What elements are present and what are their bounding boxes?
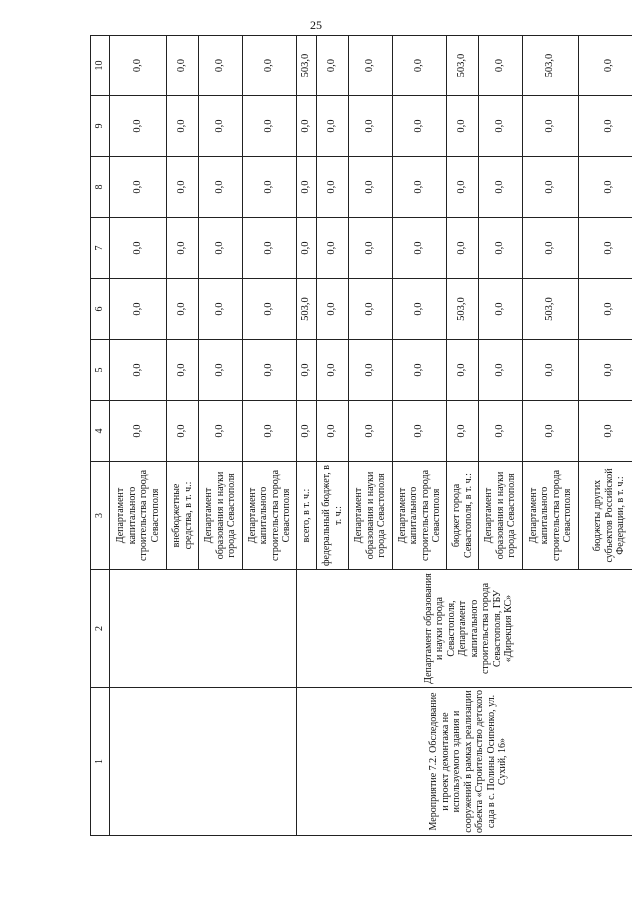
value-cell: 0,0 bbox=[317, 36, 349, 96]
value-cell: 0,0 bbox=[110, 96, 167, 157]
value-cell: 0,0 bbox=[479, 157, 523, 218]
value-cell: 0,0 bbox=[479, 218, 523, 279]
source-cell: Департамент образования и науки города Севастополя bbox=[199, 462, 243, 570]
value-cell: 0,0 bbox=[110, 218, 167, 279]
value-cell: 0,0 bbox=[579, 96, 632, 157]
value-cell: 503,0 bbox=[447, 279, 479, 340]
value-cell: 0,0 bbox=[297, 96, 317, 157]
value-cell: 0,0 bbox=[243, 401, 297, 462]
value-cell: 0,0 bbox=[317, 218, 349, 279]
header-cell: 5 bbox=[91, 340, 110, 401]
value-cell: 0,0 bbox=[579, 279, 632, 340]
value-cell: 0,0 bbox=[349, 36, 393, 96]
value-cell: 0,0 bbox=[199, 36, 243, 96]
header-cell: 3 bbox=[91, 462, 110, 570]
source-cell: бюджет города Севастополя, в т. ч.: bbox=[447, 462, 479, 570]
value-cell: 503,0 bbox=[447, 36, 479, 96]
value-cell: 0,0 bbox=[579, 340, 632, 401]
value-cell: 0,0 bbox=[317, 279, 349, 340]
value-cell: 0,0 bbox=[297, 218, 317, 279]
value-cell: 0,0 bbox=[479, 36, 523, 96]
value-cell: 0,0 bbox=[523, 96, 579, 157]
source-cell: Департамент капитального строительства города Севастополя bbox=[393, 462, 447, 570]
source-cell: Департамент капитального строительства города Севастополя bbox=[110, 462, 167, 570]
value-cell: 0,0 bbox=[479, 96, 523, 157]
header-cell: 7 bbox=[91, 218, 110, 279]
page-number: 25 bbox=[310, 18, 322, 32]
value-cell: 0,0 bbox=[393, 279, 447, 340]
value-cell: 0,0 bbox=[579, 157, 632, 218]
value-cell: 0,0 bbox=[349, 279, 393, 340]
value-cell: 0,0 bbox=[199, 401, 243, 462]
value-cell: 0,0 bbox=[349, 340, 393, 401]
value-cell: 0,0 bbox=[317, 401, 349, 462]
value-cell: 0,0 bbox=[523, 340, 579, 401]
header-cell: 1 bbox=[91, 688, 110, 836]
value-cell: 0,0 bbox=[393, 96, 447, 157]
value-cell: 503,0 bbox=[297, 279, 317, 340]
value-cell: 0,0 bbox=[199, 157, 243, 218]
value-cell: 0,0 bbox=[243, 340, 297, 401]
value-cell: 503,0 bbox=[523, 279, 579, 340]
value-cell: 0,0 bbox=[317, 96, 349, 157]
value-cell: 0,0 bbox=[297, 340, 317, 401]
source-cell: Департамент образования и науки города Севастополя bbox=[349, 462, 393, 570]
value-cell: 0,0 bbox=[393, 340, 447, 401]
header-cell: 9 bbox=[91, 96, 110, 157]
value-cell: 0,0 bbox=[167, 279, 199, 340]
value-cell: 0,0 bbox=[199, 279, 243, 340]
value-cell: 0,0 bbox=[317, 340, 349, 401]
value-cell: 0,0 bbox=[110, 340, 167, 401]
value-cell: 0,0 bbox=[243, 36, 297, 96]
header-cell: 4 bbox=[91, 401, 110, 462]
value-cell: 0,0 bbox=[447, 157, 479, 218]
value-cell: 503,0 bbox=[297, 36, 317, 96]
value-cell: 0,0 bbox=[349, 157, 393, 218]
value-cell: 0,0 bbox=[243, 279, 297, 340]
value-cell: 0,0 bbox=[393, 157, 447, 218]
value-cell: 0,0 bbox=[167, 340, 199, 401]
value-cell: 0,0 bbox=[447, 340, 479, 401]
header-cell: 10 bbox=[91, 36, 110, 96]
value-cell: 0,0 bbox=[447, 218, 479, 279]
value-cell: 0,0 bbox=[199, 96, 243, 157]
value-cell: 0,0 bbox=[523, 218, 579, 279]
value-cell: 0,0 bbox=[579, 401, 632, 462]
value-cell: 0,0 bbox=[297, 401, 317, 462]
value-cell: 0,0 bbox=[199, 218, 243, 279]
value-cell: 0,0 bbox=[393, 218, 447, 279]
value-cell: 0,0 bbox=[110, 157, 167, 218]
value-cell: 0,0 bbox=[167, 218, 199, 279]
source-cell: всего, в т. ч.: bbox=[297, 462, 317, 570]
source-cell: внебюджетные средства, в т. ч.: bbox=[167, 462, 199, 570]
value-cell: 0,0 bbox=[317, 157, 349, 218]
value-cell: 0,0 bbox=[349, 218, 393, 279]
value-cell: 0,0 bbox=[167, 401, 199, 462]
source-cell: Департамент образования и науки города Севастополя bbox=[479, 462, 523, 570]
header-cell: 2 bbox=[91, 570, 110, 688]
table-row bbox=[110, 36, 167, 836]
source-cell: Департамент капитального строительства города Севастополя bbox=[243, 462, 297, 570]
measure-name-cell: Мероприятие 7.2. Обследование и проект демонтажа не используемого здания и сооружений в рамках реализации объекта «Строительство детского сада в с. Полины Осипенко, ул. Сухий, 16» bbox=[297, 688, 632, 836]
value-cell: 0,0 bbox=[297, 157, 317, 218]
value-cell: 0,0 bbox=[243, 157, 297, 218]
empty-executor-cell bbox=[110, 570, 297, 688]
value-cell: 0,0 bbox=[110, 36, 167, 96]
value-cell: 0,0 bbox=[167, 36, 199, 96]
table-row bbox=[297, 36, 317, 836]
value-cell: 0,0 bbox=[349, 401, 393, 462]
value-cell: 0,0 bbox=[243, 96, 297, 157]
value-cell: 0,0 bbox=[447, 96, 479, 157]
value-cell: 0,0 bbox=[110, 279, 167, 340]
source-cell: бюджеты других субъектов Российской Федерации, в т. ч.: bbox=[579, 462, 632, 570]
value-cell: 0,0 bbox=[479, 401, 523, 462]
value-cell: 0,0 bbox=[479, 279, 523, 340]
value-cell: 0,0 bbox=[447, 401, 479, 462]
value-cell: 0,0 bbox=[393, 36, 447, 96]
header-cell: 6 bbox=[91, 279, 110, 340]
value-cell: 0,0 bbox=[579, 218, 632, 279]
funding-table bbox=[90, 35, 632, 836]
executor-cell: Департамент образования и науки города Севастополя, Департамент капитального строительства города Севастополя, ГБУ «Дирекция КС» bbox=[297, 570, 632, 688]
value-cell: 0,0 bbox=[393, 401, 447, 462]
rotated-table-container bbox=[90, 36, 627, 836]
value-cell: 0,0 bbox=[110, 401, 167, 462]
value-cell: 503,0 bbox=[523, 36, 579, 96]
header-cell: 8 bbox=[91, 157, 110, 218]
empty-measure-cell bbox=[110, 688, 297, 836]
value-cell: 0,0 bbox=[243, 218, 297, 279]
value-cell: 0,0 bbox=[167, 157, 199, 218]
value-cell: 0,0 bbox=[167, 96, 199, 157]
value-cell: 0,0 bbox=[579, 36, 632, 96]
source-cell: федеральный бюджет, в т. ч.: bbox=[317, 462, 349, 570]
value-cell: 0,0 bbox=[479, 340, 523, 401]
value-cell: 0,0 bbox=[523, 157, 579, 218]
value-cell: 0,0 bbox=[349, 96, 393, 157]
header-row bbox=[91, 36, 110, 836]
source-cell: Департамент капитального строительства города Севастополя bbox=[523, 462, 579, 570]
value-cell: 0,0 bbox=[523, 401, 579, 462]
value-cell: 0,0 bbox=[199, 340, 243, 401]
